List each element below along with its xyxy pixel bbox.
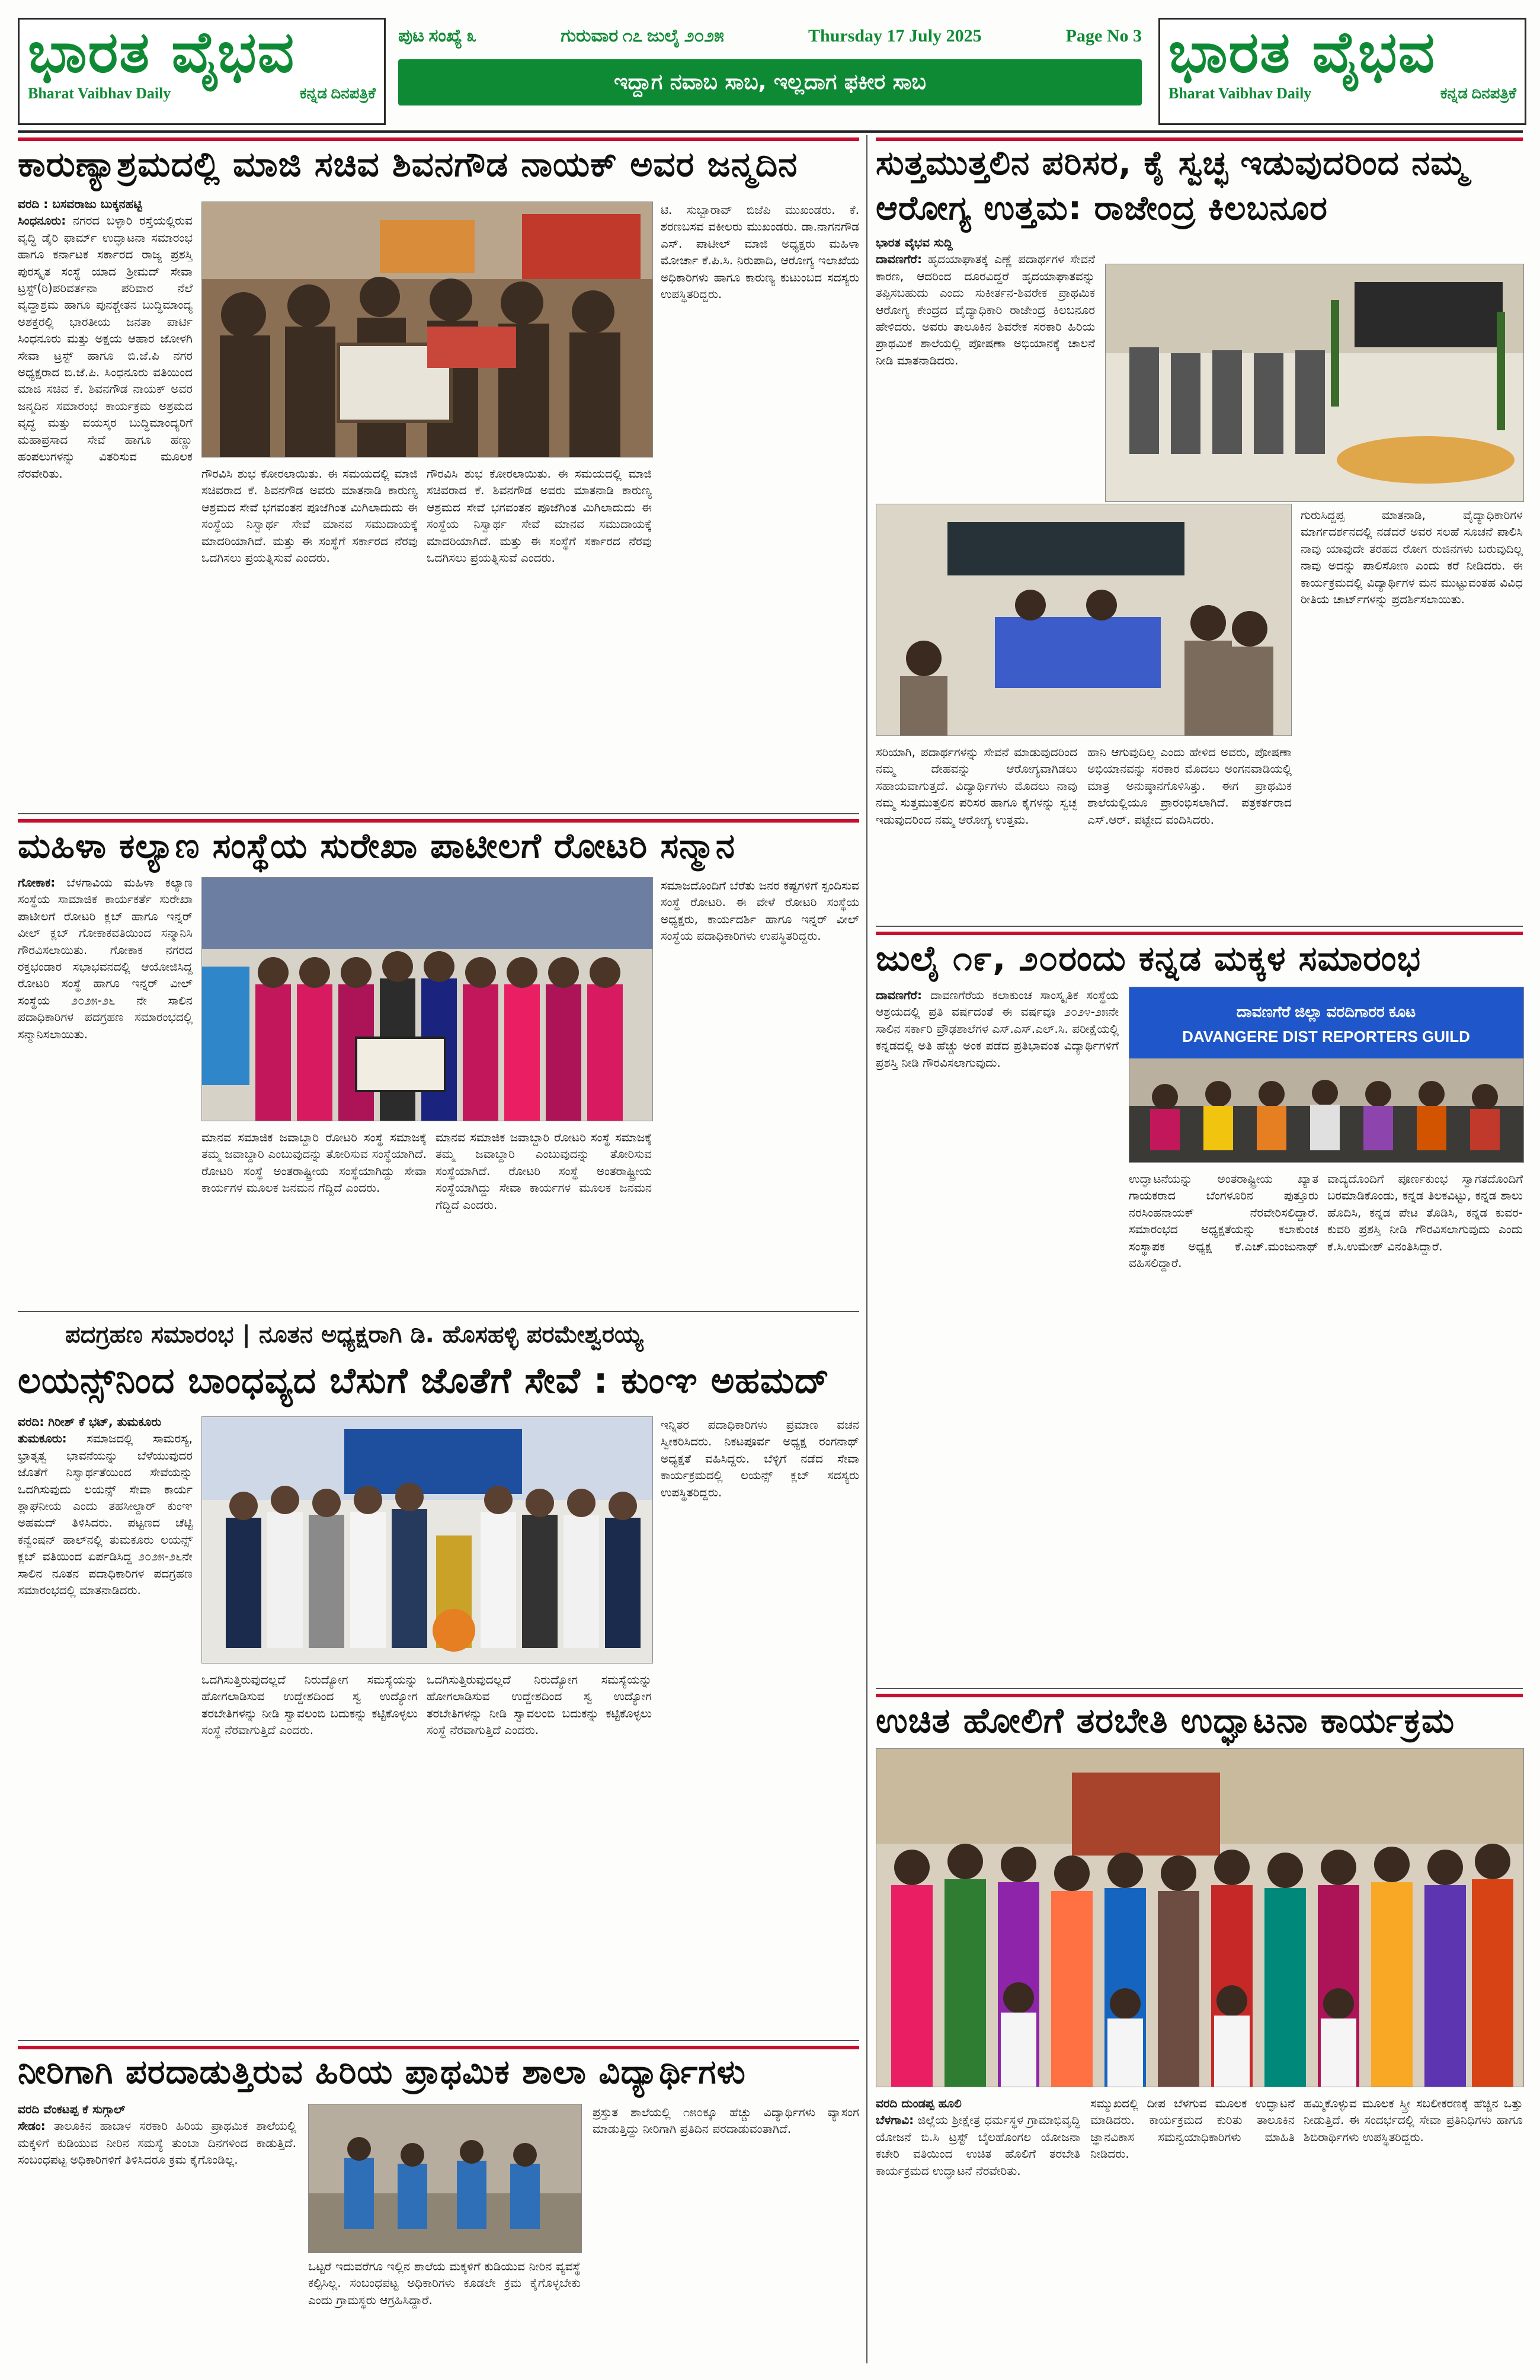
article2-photo2 [876,504,1292,736]
guild-sign-english: DAVANGERE DIST REPORTERS GUILD [1182,1028,1470,1045]
article7-headline: ನೀರಿಗಾಗಿ ಪರದಾಡುತ್ತಿರುವ ಹಿರಿಯ ಪ್ರಾಥಮಿಕ ಶಾಲಾ ವಿದ್ಯಾರ್ಥಿಗಳು [18,2046,859,2096]
article7-column2 [308,2258,581,2362]
article1-text1: ನಗರದ ಬಳ್ಳಾರಿ ರಸ್ತೆಯಲ್ಲಿರುವ ವೃದ್ಧಿ ಡೈರಿ ಫಾರ್ಮ್ ಉದ್ಘಾಟನಾ ಸಮಾರಂಭ ಹಾಗೂ ಕರ್ನಾಟಕ ಸರ್ಕಾರದ ರಾಜ್ಯ ಪ್ರಶಸ್ತಿ ಪುರಸ್ಕೃತ ಸಂಸ್ಥೆ ಯಾದ ಶ್ರೀಮದ್ ಸೇವಾ ಟ್ರಸ್ಟ್(ರಿ)ಪರಿವರ್ತನಾ ಪರಿವಾರ ನೆಲೆ ವೃದ್ಧಾಶ್ರಮ ಹಾಗೂ ಪುನಶ್ಚೇತನ ಬುದ್ಧಿಮಾಂದ್ಯ ಅಶಕ್ತರಲ್ಲಿ ಭಾರತೀಯ ಜನತಾ ಪಾರ್ಟಿ ಸಿಂಧನೂರು ಮತ್ತು ಅಕ್ಷಯ ಆಹಾರ ಜೋಳಗಿ ಸೇವಾ ಟ್ರಸ್ಟ್ ಹಾಗೂ ಬಿ.ಜೆ.ಪಿ ನಗರ ಅಧ್ಯಕ್ಷರಾದ ಬಿ.ಜೆ.ಪಿ. ಸಿಂಧನೂರು ವತಿಯಿಂದ ಮಾಜಿ ಸಚಿವ ಕೆ. ಶಿವನಗೌಡ ನಾಯಕ್ ಅವರ ಜನ್ಮದಿನ ಸಮಾರಂಭ ಕಾರ್ಯಕ್ರಮ ಅಶ್ರಮದ ವೃದ್ಧ ಮತ್ತು ವಯಸ್ಕರ ಬುದ್ಧಿಮಾಂದ್ಯರಿಗೆ ಮಹಾಪ್ರಸಾದ ಸೇವೆ ಹಾಗೂ ಹಣ್ಣು ಹಂಪಲುಗಳನ್ನು ವಿತರಿಸುವ ಮೂಲಕ ನೆರವೇರಿತು. [18,213,193,481]
article7-text1: ತಾಲೂಕಿನ ಹಾಬಾಳ ಸರಕಾರಿ ಹಿರಿಯ ಪ್ರಾಥಮಿಕ ಶಾಲೆಯಲ್ಲಿ ಮಕ್ಕಳಿಗೆ ಕುಡಿಯುವ ನೀರಿನ ಸಮಸ್ಯೆ ತುಂಬಾ ದಿನಗಳಿಂದ ಕಾಡುತ್ತಿದೆ. ಸಂಬಂಧಪಟ್ಟ ಅಧಿಕಾರಿಗಳಿಗೆ ತಿಳಿಸಿದರೂ ಕ್ರಮ ಕೈಗೊಂಡಿಲ್ಲ. [18,2119,296,2167]
article4-column3 [1327,1170,1523,1683]
article3-text2b: ಮಾನವ ಸಮಾಜಿಕ ಜವಾಬ್ದಾರಿ ರೋಟರಿ ಸಂಸ್ಥೆ ಸಮಾಜಕ್ಕೆ ತಮ್ಮ ಜವಾಬ್ದಾರಿ ಎಂಬುವುದನ್ನು ತೋರಿಸುವ ಸಂಸ್ಥೆಯಾಗಿದೆ. ರೋಟರಿ ಸಂಸ್ಥೆ ಅಂತರಾಷ್ಟ್ರೀಯ ಸಂಸ್ಥೆಯಾಗಿದ್ದು ಸೇವಾ ಕಾರ್ಯಗಳ ಮೂಲಕ ಜನಮನ ಗೆದ್ದಿದೆ ಎಂದರು. [436,1130,652,1212]
divider-a2 [876,926,1523,927]
slogan-banner: ಇದ್ದಾಗ ನವಾಬ ಸಾಬ, ಇಲ್ಲದಾಗ ಫಕೀರ ಸಾಬ [398,59,1142,105]
article4-headline: ಜುಲೈ ೧೯, ೨೦ರಂದು ಕನ್ನಡ ಮಕ್ಕಳ ಸಮಾರಂಭ [876,932,1523,981]
page-count: ಪುಟ ಸಂಖ್ಯೆ ೩ [398,26,477,46]
paper-tagline: ಕನ್ನಡ ದಿನಪತ್ರಿಕೆ [299,85,376,102]
article7-place: ಸೇಡಂ: [18,2119,46,2133]
article4-text1: ದಾವಣಗೆರೆಯ ಕಲಾಕುಂಚ ಸಾಂಸ್ಕೃತಿಕ ಸಂಸ್ಥೆಯ ಆಶ್ರಯದಲ್ಲಿ ಪ್ರತಿ ವರ್ಷದಂತೆ ಈ ವರ್ಷವೂ ೨೦೨೪-೨೫ನೇ ಸಾಲಿನ ಸರ್ಕಾರಿ ಪ್ರೌಢಶಾಲೆಗಳ ಎಸ್.ಎಸ್.ಎಲ್.ಸಿ. ಪರೀಕ್ಷೆಯಲ್ಲಿ ಕನ್ನಡದಲ್ಲಿ ಅತಿ ಹೆಚ್ಚು ಅಂಕ ಪಡೆದ ಪ್ರತಿಭಾವಂತ ವಿದ್ಯಾರ್ಥಿಗಳಿಗೆ ಪ್ರಶಸ್ತಿ ನೀಡಿ ಗೌರವಿಸಲಾಗುವುದು. [876,988,1119,1070]
masthead-right [1158,18,1526,125]
article3-column1 [18,874,193,1307]
paper-logo-right: ಭಾರತ ವೈಭವ [1168,18,1436,85]
article1-photo [201,201,653,458]
article2-text4: ಹಾನಿ ಆಗುವುದಿಲ್ಲ ಎಂದು ಹೇಳಿದ ಅವರು, ಪೋಷಣಾ ಅಭಿಯಾನವನ್ನು ಸರಕಾರ ಮೊದಲು ಅಂಗನವಾಡಿಯಲ್ಲಿ ಮಾತ್ರ ಅನುಷ್ಠಾನಗೊಳಿಸಿತ್ತು. ಈಗ ಪ್ರಾಥಮಿಕ ಶಾಲೆಯಲ್ಲಿಯೂ ಪ್ರಾರಂಭಿಸಲಾಗಿದೆ. ಪತ್ರಕರ್ತರಾದ ಎಸ್.ಆರ್. ಪಟ್ಟೇದ ವಂದಿಸಿದರು. [1087,745,1292,827]
article1-text2: ಗೌರವಿಸಿ ಶುಭ ಕೋರಲಾಯಿತು. ಈ ಸಮಯದಲ್ಲಿ ಮಾಜಿ ಸಚಿವರಾದ ಕೆ. ಶಿವನಗೌಡ ಅವರು ಮಾತನಾಡಿ ಕಾರುಣ್ಯ ಆಶ್ರಮದ ಸೇವೆ ಭಗವಂತನ ಪೂಜೆಗಿಂತ ಮಿಗಿಲಾದುದು ಈ ಸಂಸ್ಥೆಯ ನಿಸ್ವಾರ್ಥ ಸೇವೆ ಮಾನವ ಸಮುದಾಯಕ್ಕೆ ಮಾದರಿಯಾಗಿದೆ. ಮತ್ತು ಈ ಸಂಸ್ಥೆಗೆ ಸರ್ಕಾರದ ನೆರವು ಒದಗಿಸಲು ಪ್ರಯತ್ನಿಸುವೆ ಎಂದರು. [201,466,418,565]
column-divider [866,135,867,2363]
article6-column3 [1304,2095,1523,2362]
article5-column1 [18,1413,193,2036]
article7-text2: ಒಟ್ಟರೆ ಇದುವರೆಗೂ ಇಲ್ಲಿನ ಶಾಲೆಯ ಮಕ್ಕಳಿಗೆ ಕುಡಿಯುವ ನೀರಿನ ವ್ಯವಸ್ಥೆ ಕಲ್ಪಿಸಿಲ್ಲ. ಸಂಬಂಧಪಟ್ಟ ಅಧಿಕಾರಿಗಳು ಕೂಡಲೇ ಕ್ರಮ ಕೈಗೊಳ್ಳಬೇಕು ಎಂದು ಗ್ರಾಮಸ್ಥರು ಆಗ್ರಹಿಸಿದ್ದಾರೆ. [308,2259,581,2307]
article3-headline: ಮಹಿಳಾ ಕಲ್ಯಾಣ ಸಂಸ್ಥೆಯ ಸುರೇಖಾ ಪಾಟೀಲಗೆ ರೋಟರಿ ಸನ್ಮಾನ [18,819,859,869]
article1-text2b: ಗೌರವಿಸಿ ಶುಭ ಕೋರಲಾಯಿತು. ಈ ಸಮಯದಲ್ಲಿ ಮಾಜಿ ಸಚಿವರಾದ ಕೆ. ಶಿವನಗೌಡ ಅವರು ಮಾತನಾಡಿ ಕಾರುಣ್ಯ ಆಶ್ರಮದ ಸೇವೆ ಭಗವಂತನ ಪೂಜೆಗಿಂತ ಮಿಗಿಲಾದುದು ಈ ಸಂಸ್ಥೆಯ ನಿಸ್ವಾರ್ಥ ಸೇವೆ ಮಾನವ ಸಮುದಾಯಕ್ಕೆ ಮಾದರಿಯಾಗಿದೆ. ಮತ್ತು ಈ ಸಂಸ್ಥೆಗೆ ಸರ್ಕಾರದ ನೆರವು ಒದಗಿಸಲು ಪ್ರಯತ್ನಿಸುವೆ ಎಂದರು. [427,466,652,565]
article2-text2: ಗುರುಸಿದ್ದಪ್ಪ ಮಾತನಾಡಿ, ವೈದ್ಯಾಧಿಕಾರಿಗಳ ಮಾರ್ಗದರ್ಶನದಲ್ಲಿ ನಡೆದರೆ ಅವರ ಸಲಹೆ ಸೂಚನೆ ಪಾಲಿಸಿ ನಾವು ಯಾವುದೇ ತರಹದ ರೋಗ ರುಜಿನಗಳು ಬರುವುದಿಲ್ಲ ನಾವು ಅದನ್ನು ಪಾಲಿಸೋಣ ಎಂದು ಕರೆ ನೀಡಿದರು. ಈ ಕಾರ್ಯಕ್ರಮದಲ್ಲಿ ವಿದ್ಯಾರ್ಥಿಗಳ ಮನ ಮುಟ್ಟುವಂತಹ ವಿವಿಧ ರೀತಿಯ ಚಾರ್ಟ್‌ಗಳನ್ನು ಪ್ರದರ್ಶಿಸಲಾಯಿತು. [1301,508,1523,607]
article2-column1 [876,234,1095,495]
article6-column1 [876,2095,1080,2362]
article1-column2b [427,465,652,809]
paper-english-name-right: Bharat Vaibhav Daily [1168,85,1312,102]
paper-logo: ಭಾರತ ವೈಭವ [28,18,296,85]
article5-headline: ಲಯನ್ಸ್‌ನಿಂದ ಬಾಂಧವ್ಯದ ಬೆಸುಗೆ ಜೊತೆಗೆ ಸೇವೆ : ಕುಂಞ ಅಹಮದ್ [18,1360,830,1402]
article2-headline: ಸುತ್ತಮುತ್ತಲಿನ ಪರಿಸರ, ಕೈ ಸ್ವಚ್ಛ ಇಡುವುದರಿಂದ ನಮ್ಮ ಆರೋಗ್ಯ ಉತ್ತಮ: ರಾಜೇಂದ್ರ ಕಿಲಬನೂರ [876,137,1523,231]
article4-text2: ಉದ್ಘಾಟನೆಯನ್ನು ಅಂತರಾಷ್ಟ್ರೀಯ ಖ್ಯಾತ ಗಾಯಕರಾದ ಬೆಂಗಳೂರಿನ ಪುತ್ತೂರು ನರಸಿಂಹನಾಯಕ್ ನೆರವೇರಿಸಲಿದ್ದಾರೆ. ಸಮಾರಂಭದ ಅಧ್ಯಕ್ಷತೆಯನ್ನು ಕಲಾಕುಂಚ ಸಂಸ್ಥಾಪಕ ಅಧ್ಯಕ್ಷ ಕೆ.ಎಚ್.ಮಂಜುನಾಥ್ ವಹಿಸಲಿದ್ದಾರೆ. [1129,1172,1318,1271]
article6-photo [876,1748,1524,2087]
article5-text2: ಒದಗಿಸುತ್ತಿರುವುದಲ್ಲದೆ ನಿರುದ್ಯೋಗ ಸಮಸ್ಯೆಯನ್ನು ಹೋಗಲಾಡಿಸುವ ಉದ್ದೇಶದಿಂದ ಸ್ವ ಉದ್ಯೋಗ ತರಬೇತಿಗಳನ್ನು ನೀಡಿ ಸ್ವಾವಲಂಬಿ ಬದುಕನ್ನು ಕಟ್ಟಿಕೊಳ್ಳಲು ಸಂಸ್ಥೆ ನೆರವಾಗುತ್ತಿದೆ ಎಂದರು. [201,1672,418,1738]
article3-column2 [201,1129,427,1307]
article6-byline: ವರದಿ ದುಂಡಪ್ಪ ಹೂಲಿ [876,2096,962,2110]
article5-column2 [201,1671,418,2036]
article5-column3 [661,1416,859,2036]
article5-text3: ಇನ್ನಿತರ ಪದಾಧಿಕಾರಿಗಳು ಪ್ರಮಾಣ ವಚನ ಸ್ವೀಕರಿಸಿದರು. ನಿಕಟಪೂರ್ವ ಅಧ್ಯಕ್ಷ ರಂಗನಾಥ್ ಅಧ್ಯಕ್ಷತೆ ವಹಿಸಿದ್ದರು. ಬೆಳ್ಳಿಗೆ ನಡೆದ ಸೇವಾ ಕಾರ್ಯಕ್ರಮದಲ್ಲಿ ಲಯನ್ಸ್ ಕ್ಲಬ್ ಸದಸ್ಯರು ಉಪಸ್ಥಿತರಿದ್ದರು. [661,1418,859,1499]
paper-english-name: Bharat Vaibhav Daily [28,85,171,102]
guild-sign-kannada: ದಾವಣಗೆರೆ ಜಿಲ್ಲಾ ವರದಿಗಾರರ ಕೂಟ [1236,1003,1416,1021]
article5-place: ತುಮಕೂರು: [18,1431,67,1446]
paper-tagline-right: ಕನ್ನಡ ದಿನಪತ್ರಿಕೆ [1440,85,1516,102]
article2-text3: ಸರಿಯಾಗಿ, ಪದಾರ್ಥಗಳನ್ನು ಸೇವನೆ ಮಾಡುವುದರಿಂದ ನಮ್ಮ ದೇಹವನ್ನು ಆರೋಗ್ಯವಾಗಿಡಲು ಸಹಾಯವಾಗುತ್ತದೆ. ವಿದ್ಯಾರ್ಥಿಗಳು ಮೊದಲು ನಾವು ನಮ್ಮ ಸುತ್ತಮುತ್ತಲಿನ ಪರಿಸರ ಹಾಗೂ ಕೈಗಳನ್ನು ಸ್ವಚ್ಛ ಇಡುವುದರಿಂದ ನಮ್ಮ ಆರೋಗ್ಯ ಉತ್ತಮ. [876,745,1077,827]
article5-column2b [427,1671,652,2036]
date-kannada: ಗುರುವಾರ ೧೭ ಜುಲೈ ೨೦೨೫ [561,26,724,46]
article1-headline: ಕಾರುಣ್ಯಾಶ್ರಮದಲ್ಲಿ ಮಾಜಿ ಸಚಿವ ಶಿವನಗೌಡ ನಾಯಕ್ ಅವರ ಜನ್ಮದಿನ [18,137,859,187]
article3-text1: ಬೆಳಗಾವಿಯ ಮಹಿಳಾ ಕಲ್ಯಾಣ ಸಂಸ್ಥೆಯ ಸಾಮಾಜಿಕ ಕಾರ್ಯಕರ್ತೆ ಸುರೇಖಾ ಪಾಟೀಲಗೆ ರೋಟರಿ ಕ್ಲಬ್ ಹಾಗೂ ಇನ್ನರ್ ವೀಲ್ ಕ್ಲಬ್ ಗೋಕಾಕವತಿಯಿಂದ ಸನ್ಮಾನಿಸಿ ಗೌರವಿಸಲಾಯಿತು. ಗೋಕಾಕ ನಗರದ ರಕ್ತಭಂಡಾರ ಸಭಾಭವನದಲ್ಲಿ ಆಯೋಜಿಸಿದ್ದ ರೋಟರಿ ಸಂಸ್ಥೆ ಹಾಗೂ ಇನ್ನರ್ ವೀಲ್ ಸಂಸ್ಥೆಯ ೨೦೨೫-೨೬ ನೇ ಸಾಲಿನ ಪದಾಧಿಕಾರಿಗಳ ಪದಗ್ರಹಣ ಸಮಾರಂಭದಲ್ಲಿ ಸನ್ಮಾನಿಸಲಾಯಿತು. [18,875,193,1041]
article3-text3: ಸಮಾಜದೊಂದಿಗೆ ಬೆರೆತು ಜನರ ಕಷ್ಟಗಳಿಗೆ ಸ್ಪಂದಿಸುವ ಸಂಸ್ಥೆ ರೋಟರಿ. ಈ ವೇಳೆ ರೋಟರಿ ಸಂಸ್ಥೆಯ ಅಧ್ಯಕ್ಷರು, ಕಾರ್ಯದರ್ಶಿ ಹಾಗೂ ಇನ್ನರ್ ವೀಲ್ ಸಂಸ್ಥೆಯ ಪದಾಧಿಕಾರಿಗಳು ಉಪಸ್ಥಿತರಿದ್ದರು. [661,878,859,943]
article1-column1 [18,196,193,809]
article2-column4 [1087,744,1292,922]
article2-photo1 [1105,264,1524,502]
article2-column3 [876,744,1077,922]
article4-column1 [876,987,1119,1683]
article7-byline: ವರದಿ ವೆಂಕಟಪ್ಪ ಕೆ ಸುಗ್ಗಾಲ್ [18,2102,126,2116]
article3-column3 [661,877,859,1307]
date-english: Thursday 17 July 2025 [808,26,982,46]
article4-column2 [1129,1170,1318,1683]
divider-a4 [876,1688,1523,1689]
article4-photo [1129,987,1524,1163]
article5-kicker: ಪದಗ್ರಹಣ ಸಮಾರಂಭ | ನೂತನ ಅಧ್ಯಕ್ಷರಾಗಿ ಡಿ. ಹೊಸಹಳ್ಳಿ ಪರಮೇಶ್ವರಯ್ಯ [65,1321,643,1348]
masthead-divider [18,130,1523,133]
divider-a1 [18,813,859,814]
info-bar [398,18,1142,55]
article2-column2 [1301,507,1523,922]
article6-text2: ಸಮ್ಮುಖದಲ್ಲಿ ದೀಪ ಬೆಳಗುವ ಮೂಲಕ ಉದ್ಘಾಟನೆ ಮಾಡಿದರು. ಕಾರ್ಯಕ್ರಮದ ಕುರಿತು ತಾಲೂಕಿನ ಜ್ಞಾನವಿಕಾಸ ಸಮನ್ವಯಾಧಿಕಾರಿಗಳು ಮಾಹಿತಿ ನೀಡಿದರು. [1090,2096,1295,2161]
article3-column2b [436,1129,652,1307]
article5-text1: ಸಮಾಜದಲ್ಲಿ ಸಾಮರಸ್ಯ, ಭ್ರಾತೃತ್ವ ಭಾವನೆಯನ್ನು ಬೆಳೆಯುವುದರ ಜೊತೆಗೆ ನಿಸ್ವಾರ್ಥತೆಯಿಂದ ಸೇವೆಯನ್ನು ಒದಗಿಸುವುದು ಲಯನ್ಸ್ ಸೇವಾ ಕಾರ್ಯ ಶ್ಲಾಘನೀಯ ಎಂದು ತಹಸೀಲ್ದಾರ್ ಕುಂಞ ಅಹಮದ್ ತಿಳಿಸಿದರು. ಪಟ್ಟಣದ ಚೆಟ್ಟಿ ಕನ್ವೆಂಷನ್ ಹಾಲ್‌ನಲ್ಲಿ ತುಮಕೂರು ಲಯನ್ಸ್ ಕ್ಲಬ್ ವತಿಯಿಂದ ಏರ್ಪಡಿಸಿದ್ದ ೨೦೨೫-೨೬ನೇ ಸಾಲಿನ ನೂತನ ಪದಾಧಿಕಾರಿಗಳ ಪದಗ್ರಹಣ ಸಮಾರಂಭದಲ್ಲಿ ಮಾತನಾಡಿದರು. [18,1431,193,1598]
article3-photo [201,877,653,1121]
page-number: Page No 3 [1065,26,1142,46]
article7-text3: ಪ್ರಸ್ತುತ ಶಾಲೆಯಲ್ಲಿ ೧೫೦ಕ್ಕೂ ಹೆಚ್ಚು ವಿದ್ಯಾರ್ಥಿಗಳು ವ್ಯಾಸಂಗ ಮಾಡುತ್ತಿದ್ದು ನೀರಿಗಾಗಿ ಪ್ರತಿದಿನ ಪರದಾಡುವಂತಾಗಿದೆ. [593,2105,859,2136]
article5-byline: ವರದಿ: ಗಿರೀಶ್ ಕೆ ಭಟ್, ತುಮಕೂರು [18,1415,162,1429]
article1-byline: ವರದಿ : ಬಸವರಾಜು ಬುಕ್ಕನಹಟ್ಟಿ [18,197,142,211]
article1-column3 [661,201,859,809]
article2-byline: ಭಾರತ ವೈಭವ ಸುದ್ದಿ [876,235,953,249]
article4-text3: ವಾದ್ಯದೊಂದಿಗೆ ಪೂರ್ಣಕುಂಭ ಸ್ವಾಗತದೊಂದಿಗೆ ಬರಮಾಡಿಕೊಂಡು, ಕನ್ನಡ ತಿಲಕವಿಟ್ಟು, ಕನ್ನಡ ಶಾಲು ಹೊದಿಸಿ, ಕನ್ನಡ ಪೇಟ ತೊಡಿಸಿ, ಕನ್ನಡ ಕುವರ-ಕುವರಿ ಪ್ರಶಸ್ತಿ ನೀಡಿ ಗೌರವಿಸಲಾಗುವುದು ಎಂದು ಕೆ.ಸಿ.ಉಮೇಶ್ ವಿನಂತಿಸಿದ್ದಾರೆ. [1327,1172,1523,1253]
article1-column2 [201,465,418,809]
divider-a5 [18,2040,859,2041]
article6-text1: ಜಿಲ್ಲೆಯ ಶ್ರೀಕ್ಷೇತ್ರ ಧರ್ಮಸ್ಥಳ ಗ್ರಾಮಾಭಿವೃದ್ಧಿ ಯೋಜನೆ ಬಿ.ಸಿ ಟ್ರಸ್ಟ್ ಬೈಲಹೊಂಗಲ ಯೋಜನಾ ಕಚೇರಿ ವತಿಯಿಂದ ಉಚಿತ ಹೊಲಿಗೆ ತರಬೇತಿ ಕಾರ್ಯಕ್ರಮದ ಉದ್ಘಾಟನೆ ನೆರವೇರಿತು. [876,2113,1080,2178]
article1-text3: ಟಿ. ಸುಬ್ಬಾರಾವ್ ಬಿಜೆಪಿ ಮುಖಂಡರು. ಕೆ. ಶರಣಬಸವ ವಕೀಲರು ಮುಖಂಡರು. ಡಾ.ನಾಗನಗೌಡ ಎಸ್. ಪಾಟೀಲ್ ಮಾಜಿ ಅಧ್ಯಕ್ಷರು ಮಹಿಳಾ ಮೋರ್ಚಾ ಕೆ.ಪಿ.ಸಿ. ನಿರುಪಾದಿ, ಆರೋಗ್ಯ ಇಲಾಖೆಯ ಅಧಿಕಾರಿಗಳು ಹಾಗೂ ಕಾರುಣ್ಯ ಕುಟುಂಬದ ಸದಸ್ಯರು ಉಪಸ್ಥಿತರಿದ್ದರು. [661,203,859,302]
article3-text2: ಮಾನವ ಸಮಾಜಿಕ ಜವಾಬ್ದಾರಿ ರೋಟರಿ ಸಂಸ್ಥೆ ಸಮಾಜಕ್ಕೆ ತಮ್ಮ ಜವಾಬ್ದಾರಿ ಎಂಬುವುದನ್ನು ತೋರಿಸುವ ಸಂಸ್ಥೆಯಾಗಿದೆ. ರೋಟರಿ ಸಂಸ್ಥೆ ಅಂತರಾಷ್ಟ್ರೀಯ ಸಂಸ್ಥೆಯಾಗಿದ್ದು ಸೇವಾ ಕಾರ್ಯಗಳ ಮೂಲಕ ಜನಮನ ಗೆದ್ದಿದೆ ಎಂದರು. [201,1130,427,1195]
article6-headline: ಉಚಿತ ಹೋಲಿಗೆ ತರಬೇತಿ ಉದ್ಘಾಟನಾ ಕಾರ್ಯಕ್ರಮ [876,1694,1523,1744]
article6-text3: ಹಮ್ಮಿಕೊಳ್ಳುವ ಮೂಲಕ ಸ್ತ್ರೀ ಸಬಲೀಕರಣಕ್ಕೆ ಹೆಚ್ಚಿನ ಒತ್ತು ನೀಡುತ್ತಿದೆ. ಈ ಸಂದರ್ಭದಲ್ಲಿ ಸೇವಾ ಪ್ರತಿನಿಧಿಗಳು ಹಾಗೂ ಶಿಬಿರಾರ್ಥಿಗಳು ಉಪಸ್ಥಿತರಿದ್ದರು. [1304,2096,1523,2144]
article7-photo [308,2104,582,2253]
article7-column3 [593,2104,859,2362]
article3-place: ಗೋಕಾಕ: [18,875,56,890]
article5-photo [201,1416,653,1664]
article6-place: ಬೆಳಗಾವಿ: [876,2113,914,2128]
article1-place: ಸಿಂಧನೂರು: [18,213,66,228]
divider-a3 [18,1311,859,1312]
article2-text1: ಹೃದಯಾಘಾತಕ್ಕೆ ಎಣ್ಣೆ ಪದಾರ್ಥಗಳ ಸೇವನೆ ಕಾರಣ, ಆದರಿಂದ ದೂರವಿದ್ದರೆ ಹೃದಯಾಘಾತವನ್ನು ತಪ್ಪಿಸಬಹುದು ಎಂದು ಸುಕೀರ್ತನ-ಶಿವರೇಕ ಪ್ರಾಥಮಿಕ ಆರೋಗ್ಯ ಕೇಂದ್ರದ ವೈದ್ಯಾಧಿಕಾರಿ ರಾಜೇಂದ್ರ ಕಿಲಬನೂರ ಹೇಳಿದರು. ಅವರು ತಾಲೂಕಿನ ಶಿವರೇಕ ಸರಕಾರಿ ಹಿರಿಯ ಪ್ರಾಥಮಿಕ ಶಾಲೆಯಲ್ಲಿ ಪೋಷಣಾ ಅಭಿಯಾನಕ್ಕೆ ಚಾಲನೆ ನೀಡಿ ಮಾತನಾಡಿದರು. [876,252,1095,367]
article5-text2b: ಒದಗಿಸುತ್ತಿರುವುದಲ್ಲದೆ ನಿರುದ್ಯೋಗ ಸಮಸ್ಯೆಯನ್ನು ಹೋಗಲಾಡಿಸುವ ಉದ್ದೇಶದಿಂದ ಸ್ವ ಉದ್ಯೋಗ ತರಬೇತಿಗಳನ್ನು ನೀಡಿ ಸ್ವಾವಲಂಬಿ ಬದುಕನ್ನು ಕಟ್ಟಿಕೊಳ್ಳಲು ಸಂಸ್ಥೆ ನೆರವಾಗುತ್ತಿದೆ ಎಂದರು. [427,1672,652,1738]
article6-column2 [1090,2095,1295,2362]
article4-place: ದಾವಣಗೆರೆ: [876,988,922,1002]
article7-column1 [18,2101,296,2362]
article2-place: ದಾವಣಗೆರೆ: [876,252,922,267]
masthead-left [18,18,386,125]
